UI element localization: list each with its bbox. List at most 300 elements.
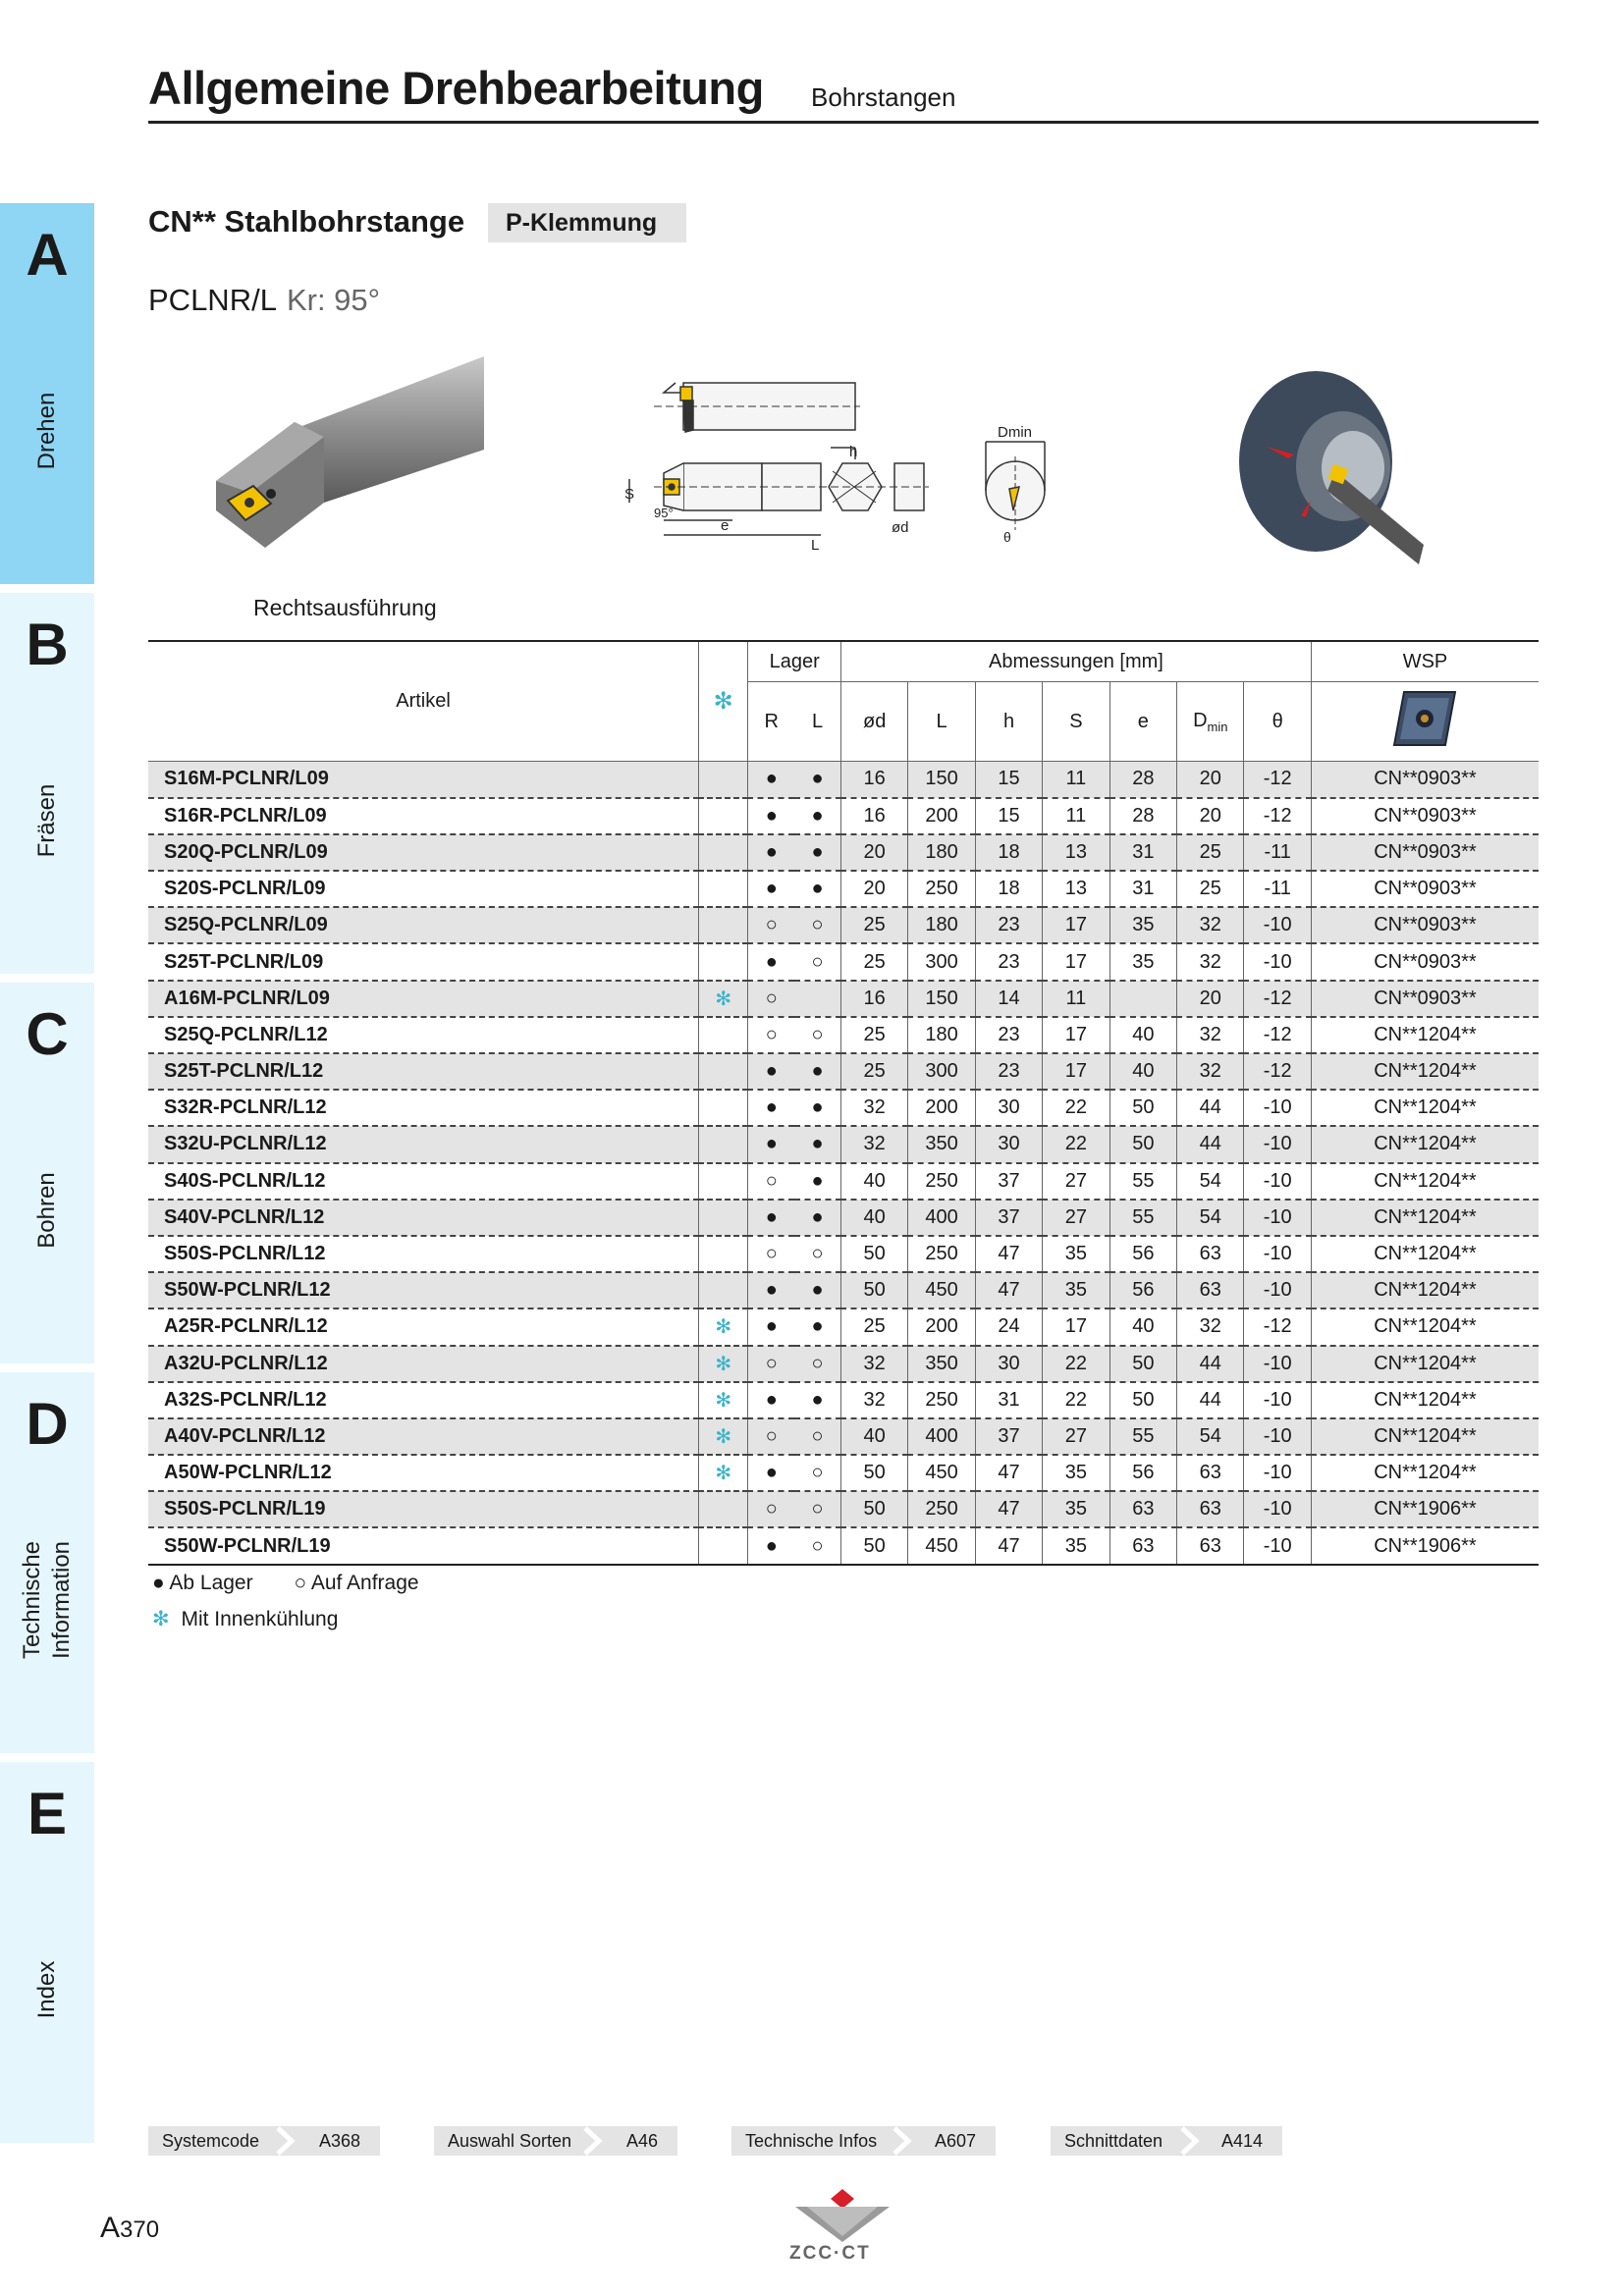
footer-link-label: Technische Infos bbox=[745, 2131, 878, 2151]
cell-dmin: 32 bbox=[1177, 943, 1244, 980]
cell-len: 450 bbox=[908, 1527, 975, 1564]
cell-h: 47 bbox=[975, 1236, 1042, 1272]
dim-L-label: L bbox=[811, 537, 820, 554]
cell-dmin: 54 bbox=[1177, 1418, 1244, 1455]
cell-h: 15 bbox=[975, 762, 1042, 798]
cell-r: ● bbox=[765, 1388, 778, 1411]
cell-h: 23 bbox=[975, 907, 1042, 943]
cell-len: 350 bbox=[908, 1346, 975, 1382]
dim-dmin-label: Dmin bbox=[998, 424, 1033, 441]
cell-s: 17 bbox=[1043, 1308, 1109, 1345]
cell-theta: -10 bbox=[1244, 1527, 1311, 1564]
col-s: S bbox=[1043, 682, 1109, 762]
cell-theta: -12 bbox=[1244, 1308, 1311, 1345]
cell-dmin: 63 bbox=[1177, 1455, 1244, 1491]
legend-cooling bbox=[152, 1607, 338, 1631]
cell-e: 28 bbox=[1109, 798, 1176, 834]
cell-h: 23 bbox=[975, 943, 1042, 980]
footer-link-technische-infos[interactable] bbox=[731, 2126, 996, 2156]
cell-d: 50 bbox=[840, 1491, 907, 1527]
cell-theta: -10 bbox=[1244, 1382, 1311, 1418]
cell-d: 40 bbox=[840, 1163, 907, 1200]
cell-cool: ✻ bbox=[699, 1382, 748, 1418]
cell-cool bbox=[699, 1126, 748, 1162]
cell-wsp: CN**1906** bbox=[1374, 1498, 1477, 1521]
cell-r: ● bbox=[765, 768, 778, 790]
cell-d: 25 bbox=[840, 907, 907, 943]
footer-link-ref: A414 bbox=[1220, 2131, 1263, 2151]
cell-wsp: CN**1204** bbox=[1374, 1243, 1477, 1265]
cell-s: 17 bbox=[1043, 1017, 1109, 1053]
cell-artikel: S50W-PCLNR/L12 bbox=[148, 1272, 699, 1308]
cell-cool bbox=[699, 1053, 748, 1090]
cell-l: ● bbox=[794, 798, 840, 834]
dim-angle-label: 95° bbox=[654, 506, 674, 520]
footer-link-label: Systemcode bbox=[162, 2131, 260, 2151]
cell-l: ○ bbox=[794, 907, 840, 943]
page-number bbox=[100, 2212, 159, 2245]
cell-dmin: 20 bbox=[1177, 798, 1244, 834]
cell-h: 30 bbox=[975, 1090, 1042, 1126]
footer-link-systemcode[interactable] bbox=[148, 2126, 380, 2156]
col-lager: Lager bbox=[748, 641, 841, 682]
table-row bbox=[148, 1200, 1539, 1236]
tab-fraesen[interactable] bbox=[0, 593, 94, 974]
cell-e: 55 bbox=[1109, 1418, 1176, 1455]
footer-link-auswahl-sorten[interactable] bbox=[434, 2126, 677, 2156]
col-artikel: Artikel bbox=[148, 641, 699, 762]
cell-l: ● bbox=[794, 1163, 840, 1200]
cell-artikel: A32U-PCLNR/L12 bbox=[148, 1346, 699, 1382]
cell-cool bbox=[699, 943, 748, 980]
cell-s: 17 bbox=[1043, 943, 1109, 980]
cell-cool bbox=[699, 1017, 748, 1053]
cell-len: 300 bbox=[908, 1053, 975, 1090]
cell-theta: -10 bbox=[1244, 1200, 1311, 1236]
cell-r: ● bbox=[765, 1096, 778, 1119]
cell-len: 450 bbox=[908, 1272, 975, 1308]
cell-e: 55 bbox=[1109, 1163, 1176, 1200]
cell-r: ○ bbox=[765, 1243, 778, 1265]
clamping-badge: P-Klemmung bbox=[488, 203, 686, 242]
footer-link-label: Schnittdaten bbox=[1064, 2131, 1163, 2151]
cell-s: 13 bbox=[1043, 871, 1109, 907]
cell-s: 22 bbox=[1043, 1382, 1109, 1418]
cell-artikel: S50W-PCLNR/L19 bbox=[148, 1527, 699, 1564]
cell-artikel: S40S-PCLNR/L12 bbox=[148, 1163, 699, 1200]
cell-len: 250 bbox=[908, 1236, 975, 1272]
col-cooling bbox=[699, 641, 748, 762]
cell-theta: -10 bbox=[1244, 1346, 1311, 1382]
cooling-icon: ✻ bbox=[713, 688, 733, 715]
cell-wsp: CN**1204** bbox=[1374, 1352, 1477, 1374]
cell-e: 63 bbox=[1109, 1491, 1176, 1527]
cell-l: ● bbox=[794, 1272, 840, 1308]
cell-artikel: S50S-PCLNR/L19 bbox=[148, 1491, 699, 1527]
filled-dot-icon: ● bbox=[152, 1572, 165, 1594]
tab-drehen[interactable] bbox=[0, 203, 94, 584]
cell-s: 27 bbox=[1043, 1163, 1109, 1200]
cell-l: ○ bbox=[794, 1491, 840, 1527]
table-row bbox=[148, 762, 1539, 798]
spec-table-body bbox=[148, 762, 1539, 1565]
cell-s: 11 bbox=[1043, 762, 1109, 798]
cell-e bbox=[1109, 981, 1176, 1017]
cell-l: ● bbox=[794, 1126, 840, 1162]
cell-h: 23 bbox=[975, 1053, 1042, 1090]
cell-artikel: S25T-PCLNR/L09 bbox=[148, 943, 699, 980]
tab-letter: D bbox=[26, 1391, 69, 1457]
cell-h: 18 bbox=[975, 834, 1042, 871]
dmin-main: D bbox=[1193, 709, 1208, 731]
cell-len: 350 bbox=[908, 1126, 975, 1162]
cell-wsp: CN**0903** bbox=[1374, 878, 1477, 900]
table-row bbox=[148, 1346, 1539, 1382]
cell-len: 200 bbox=[908, 1308, 975, 1345]
tab-letter: B bbox=[26, 612, 69, 677]
footer-link-schnittdaten[interactable] bbox=[1051, 2126, 1282, 2156]
cell-l bbox=[794, 981, 840, 1017]
cell-s: 27 bbox=[1043, 1200, 1109, 1236]
cell-d: 50 bbox=[840, 1455, 907, 1491]
cell-r: ○ bbox=[765, 1169, 778, 1192]
cell-wsp: CN**1204** bbox=[1374, 1315, 1477, 1338]
cell-s: 22 bbox=[1043, 1090, 1109, 1126]
legend-cooling-label: Mit Innenkühlung bbox=[181, 1608, 339, 1630]
cell-s: 11 bbox=[1043, 798, 1109, 834]
cell-theta: -12 bbox=[1244, 1017, 1311, 1053]
cell-d: 20 bbox=[840, 871, 907, 907]
cell-s: 22 bbox=[1043, 1346, 1109, 1382]
cell-dmin: 44 bbox=[1177, 1090, 1244, 1126]
cell-e: 56 bbox=[1109, 1455, 1176, 1491]
cell-wsp: CN**1204** bbox=[1374, 1388, 1477, 1411]
col-e: e bbox=[1109, 682, 1176, 762]
cell-d: 32 bbox=[840, 1346, 907, 1382]
cell-dmin: 20 bbox=[1177, 981, 1244, 1017]
cell-h: 47 bbox=[975, 1491, 1042, 1527]
page-title: Allgemeine Drehbearbeitung bbox=[148, 62, 764, 114]
cell-l: ● bbox=[794, 834, 840, 871]
cell-h: 31 bbox=[975, 1382, 1042, 1418]
cooling-icon: ✻ bbox=[152, 1608, 170, 1630]
cell-len: 250 bbox=[908, 1491, 975, 1527]
cell-l: ● bbox=[794, 1090, 840, 1126]
logo-wordmark: ZCC·CT bbox=[789, 2243, 871, 2264]
cell-wsp: CN**1204** bbox=[1374, 1462, 1477, 1484]
cell-e: 50 bbox=[1109, 1090, 1176, 1126]
cell-s: 17 bbox=[1043, 907, 1109, 943]
cell-d: 25 bbox=[840, 1308, 907, 1345]
cell-dmin: 32 bbox=[1177, 1308, 1244, 1345]
cell-l: ● bbox=[794, 762, 840, 798]
cell-l: ○ bbox=[794, 1418, 840, 1455]
cell-r: ● bbox=[765, 1462, 778, 1484]
cell-cool bbox=[699, 1200, 748, 1236]
cell-cool bbox=[699, 798, 748, 834]
cell-theta: -12 bbox=[1244, 798, 1311, 834]
cell-l: ○ bbox=[794, 1455, 840, 1491]
right-hand-caption: Rechtsausführung bbox=[253, 595, 437, 620]
table-row bbox=[148, 1491, 1539, 1527]
cell-dmin: 32 bbox=[1177, 907, 1244, 943]
cell-artikel: S40V-PCLNR/L12 bbox=[148, 1200, 699, 1236]
footer-link-ref: A46 bbox=[625, 2131, 658, 2151]
tab-index[interactable] bbox=[0, 1762, 94, 2143]
cell-r: ● bbox=[765, 878, 778, 900]
cell-dmin: 54 bbox=[1177, 1163, 1244, 1200]
cell-len: 400 bbox=[908, 1200, 975, 1236]
cell-wsp: CN**1204** bbox=[1374, 1205, 1477, 1228]
cell-len: 250 bbox=[908, 1163, 975, 1200]
cell-dmin: 63 bbox=[1177, 1236, 1244, 1272]
cell-len: 150 bbox=[908, 981, 975, 1017]
table-row bbox=[148, 1126, 1539, 1162]
cell-e: 40 bbox=[1109, 1053, 1176, 1090]
cell-e: 50 bbox=[1109, 1126, 1176, 1162]
cell-len: 180 bbox=[908, 1017, 975, 1053]
tab-bohren[interactable] bbox=[0, 983, 94, 1363]
cell-dmin: 25 bbox=[1177, 871, 1244, 907]
cell-wsp: CN**1204** bbox=[1374, 1279, 1477, 1302]
page-subtitle: Bohrstangen bbox=[811, 82, 956, 112]
cell-d: 16 bbox=[840, 762, 907, 798]
cell-cool bbox=[699, 1163, 748, 1200]
cell-len: 180 bbox=[908, 834, 975, 871]
col-insert-image bbox=[1311, 682, 1539, 762]
cell-artikel: S32U-PCLNR/L12 bbox=[148, 1126, 699, 1162]
col-length: L bbox=[908, 682, 975, 762]
cell-d: 32 bbox=[840, 1382, 907, 1418]
cell-len: 200 bbox=[908, 1090, 975, 1126]
cell-cool bbox=[699, 1527, 748, 1564]
cell-d: 32 bbox=[840, 1090, 907, 1126]
table-row bbox=[148, 907, 1539, 943]
cell-l: ● bbox=[794, 1200, 840, 1236]
page-digits: 370 bbox=[120, 2216, 160, 2243]
table-row bbox=[148, 1017, 1539, 1053]
cell-h: 47 bbox=[975, 1272, 1042, 1308]
cell-artikel: S50S-PCLNR/L12 bbox=[148, 1236, 699, 1272]
col-h: h bbox=[975, 682, 1042, 762]
open-dot-icon: ○ bbox=[294, 1572, 307, 1594]
cell-wsp: CN**1204** bbox=[1374, 1023, 1477, 1045]
dim-e-label: e bbox=[721, 517, 730, 534]
cell-artikel: A50W-PCLNR/L12 bbox=[148, 1455, 699, 1491]
cell-e: 35 bbox=[1109, 907, 1176, 943]
tab-letter: A bbox=[26, 222, 69, 288]
cell-h: 23 bbox=[975, 1017, 1042, 1053]
cell-e: 55 bbox=[1109, 1200, 1176, 1236]
cell-artikel: S25Q-PCLNR/L12 bbox=[148, 1017, 699, 1053]
cell-h: 24 bbox=[975, 1308, 1042, 1345]
table-row bbox=[148, 1382, 1539, 1418]
dimension-drawing bbox=[624, 373, 1076, 569]
footer-link-ref: A607 bbox=[934, 2131, 976, 2151]
cell-theta: -11 bbox=[1244, 871, 1311, 907]
cell-s: 35 bbox=[1043, 1527, 1109, 1564]
cell-dmin: 63 bbox=[1177, 1491, 1244, 1527]
col-r: R bbox=[764, 710, 779, 732]
cell-cool bbox=[699, 1090, 748, 1126]
cell-theta: -10 bbox=[1244, 1418, 1311, 1455]
cell-l: ○ bbox=[794, 1346, 840, 1382]
cell-wsp: CN**1204** bbox=[1374, 1096, 1477, 1119]
cell-s: 35 bbox=[1043, 1236, 1109, 1272]
cell-len: 150 bbox=[908, 762, 975, 798]
cell-len: 200 bbox=[908, 798, 975, 834]
cell-d: 50 bbox=[840, 1272, 907, 1308]
table-row bbox=[148, 1053, 1539, 1090]
cell-theta: -10 bbox=[1244, 1236, 1311, 1272]
tab-letter: C bbox=[26, 1001, 69, 1067]
col-od: ød bbox=[840, 682, 907, 762]
cell-l: ○ bbox=[794, 1017, 840, 1053]
cell-dmin: 44 bbox=[1177, 1382, 1244, 1418]
table-row bbox=[148, 981, 1539, 1017]
cell-cool: ✻ bbox=[699, 1455, 748, 1491]
cell-e: 40 bbox=[1109, 1017, 1176, 1053]
cell-r: ● bbox=[765, 950, 778, 973]
chevron-right-icon bbox=[891, 2126, 914, 2156]
cell-d: 25 bbox=[840, 943, 907, 980]
cell-cool: ✻ bbox=[699, 1346, 748, 1382]
cell-theta: -12 bbox=[1244, 981, 1311, 1017]
model-code: PCLNR/L bbox=[148, 283, 277, 317]
cell-r: ○ bbox=[765, 1424, 778, 1447]
cell-artikel: A32S-PCLNR/L12 bbox=[148, 1382, 699, 1418]
dim-theta-label: θ bbox=[1003, 529, 1011, 545]
boring-bar-illustration bbox=[206, 353, 491, 560]
tab-label: Technische Information bbox=[19, 1540, 75, 1660]
footer-link-label: Auswahl Sorten bbox=[448, 2131, 572, 2151]
cell-h: 47 bbox=[975, 1455, 1042, 1491]
cell-wsp: CN**0903** bbox=[1374, 768, 1477, 790]
cell-h: 37 bbox=[975, 1163, 1042, 1200]
legend-stock bbox=[152, 1572, 419, 1595]
section-title: CN** Stahlbohrstange bbox=[148, 204, 465, 239]
cell-theta: -12 bbox=[1244, 762, 1311, 798]
cell-dmin: 20 bbox=[1177, 762, 1244, 798]
cell-wsp: CN**1204** bbox=[1374, 1169, 1477, 1192]
tab-label: Bohren bbox=[33, 1172, 60, 1249]
cell-l: ● bbox=[794, 1382, 840, 1418]
cell-artikel: S25Q-PCLNR/L09 bbox=[148, 907, 699, 943]
cell-cool bbox=[699, 871, 748, 907]
cell-r: ● bbox=[765, 1133, 778, 1155]
cell-dmin: 32 bbox=[1177, 1053, 1244, 1090]
table-row bbox=[148, 1455, 1539, 1491]
zcc-logo-icon bbox=[785, 2187, 899, 2242]
cell-e: 31 bbox=[1109, 834, 1176, 871]
cell-cool bbox=[699, 1491, 748, 1527]
cell-s: 35 bbox=[1043, 1491, 1109, 1527]
cell-e: 35 bbox=[1109, 943, 1176, 980]
cell-cool bbox=[699, 1272, 748, 1308]
cell-wsp: CN**0903** bbox=[1374, 987, 1477, 1009]
cell-wsp: CN**0903** bbox=[1374, 914, 1477, 936]
cell-l: ● bbox=[794, 1308, 840, 1345]
cell-s: 35 bbox=[1043, 1455, 1109, 1491]
cell-artikel: A25R-PCLNR/L12 bbox=[148, 1308, 699, 1345]
cell-dmin: 54 bbox=[1177, 1200, 1244, 1236]
cell-wsp: CN**1204** bbox=[1374, 1424, 1477, 1447]
table-row bbox=[148, 1090, 1539, 1126]
cell-dmin: 32 bbox=[1177, 1017, 1244, 1053]
cell-artikel: S20Q-PCLNR/L09 bbox=[148, 834, 699, 871]
cell-s: 22 bbox=[1043, 1126, 1109, 1162]
table-row bbox=[148, 1236, 1539, 1272]
cell-h: 37 bbox=[975, 1200, 1042, 1236]
cell-len: 450 bbox=[908, 1455, 975, 1491]
cell-h: 30 bbox=[975, 1346, 1042, 1382]
cell-cool: ✻ bbox=[699, 981, 748, 1017]
cell-h: 14 bbox=[975, 981, 1042, 1017]
cell-wsp: CN**1906** bbox=[1374, 1534, 1477, 1557]
cell-r: ○ bbox=[765, 987, 778, 1009]
cell-r: ○ bbox=[765, 1023, 778, 1045]
spec-table bbox=[148, 640, 1539, 1566]
tab-technische-information[interactable] bbox=[0, 1372, 94, 1753]
cell-d: 40 bbox=[840, 1418, 907, 1455]
cell-theta: -10 bbox=[1244, 943, 1311, 980]
col-wsp: WSP bbox=[1311, 641, 1539, 682]
tab-letter: E bbox=[27, 1781, 68, 1846]
cell-theta: -10 bbox=[1244, 1455, 1311, 1491]
cell-artikel: A16M-PCLNR/L09 bbox=[148, 981, 699, 1017]
legend-request-label: Auf Anfrage bbox=[310, 1572, 419, 1594]
cell-l: ○ bbox=[794, 943, 840, 980]
cell-r: ○ bbox=[765, 1498, 778, 1521]
col-theta: θ bbox=[1244, 682, 1311, 762]
cell-artikel: A40V-PCLNR/L12 bbox=[148, 1418, 699, 1455]
cell-d: 25 bbox=[840, 1017, 907, 1053]
cell-r: ● bbox=[765, 1279, 778, 1302]
dim-s-label: S bbox=[624, 486, 635, 503]
cell-e: 50 bbox=[1109, 1346, 1176, 1382]
cell-h: 30 bbox=[975, 1126, 1042, 1162]
cell-theta: -10 bbox=[1244, 1272, 1311, 1308]
cell-len: 400 bbox=[908, 1418, 975, 1455]
cell-artikel: S16M-PCLNR/L09 bbox=[148, 762, 699, 798]
cell-wsp: CN**0903** bbox=[1374, 950, 1477, 973]
cell-s: 27 bbox=[1043, 1418, 1109, 1455]
cell-r: ● bbox=[765, 804, 778, 827]
col-dmin bbox=[1177, 682, 1244, 762]
cell-d: 50 bbox=[840, 1236, 907, 1272]
cell-s: 11 bbox=[1043, 981, 1109, 1017]
cell-r: ● bbox=[765, 1315, 778, 1338]
cell-h: 47 bbox=[975, 1527, 1042, 1564]
cell-d: 20 bbox=[840, 834, 907, 871]
cell-dmin: 44 bbox=[1177, 1346, 1244, 1382]
cell-theta: -10 bbox=[1244, 1090, 1311, 1126]
cell-r: ● bbox=[765, 1534, 778, 1557]
cell-wsp: CN**0903** bbox=[1374, 804, 1477, 827]
cell-cool bbox=[699, 1236, 748, 1272]
cell-wsp: CN**0903** bbox=[1374, 840, 1477, 863]
cell-d: 32 bbox=[840, 1126, 907, 1162]
cell-theta: -12 bbox=[1244, 1053, 1311, 1090]
cell-h: 18 bbox=[975, 871, 1042, 907]
cell-r: ● bbox=[765, 1205, 778, 1228]
cell-len: 250 bbox=[908, 871, 975, 907]
cell-dmin: 25 bbox=[1177, 834, 1244, 871]
table-row bbox=[148, 1308, 1539, 1345]
cell-len: 180 bbox=[908, 907, 975, 943]
cell-dmin: 44 bbox=[1177, 1126, 1244, 1162]
cell-theta: -11 bbox=[1244, 834, 1311, 871]
